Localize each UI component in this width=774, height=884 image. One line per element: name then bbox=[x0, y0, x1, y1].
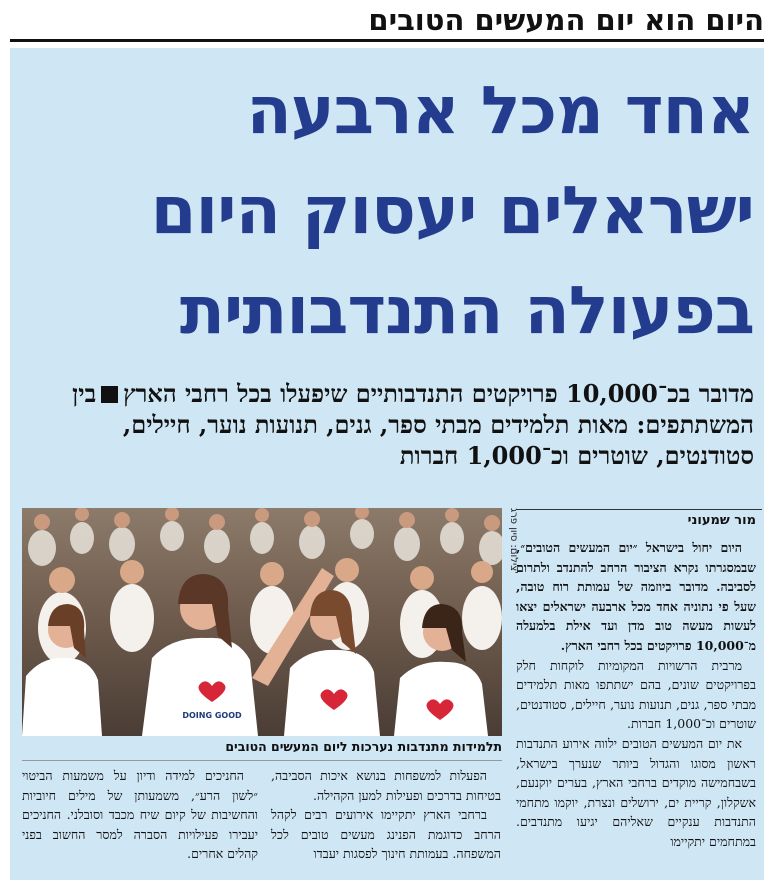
headline-line-2: ישראלים יעסוק היום bbox=[150, 172, 754, 249]
subheadline-part-2: בין המשתתפים: מאות תלמידים מבתי ספר, גנים, תנועות נוער, חיילים, סטודנטים, שוטרים וכ־1,000 חברות bbox=[72, 379, 754, 470]
square-bullet-icon bbox=[101, 386, 118, 403]
article-photo bbox=[22, 508, 502, 736]
paragraph-lead: היום יחול בישראל ״יום המעשים הטובים״, שבמסגרתו נקרא הציבור הרחב להתנדב ולתרום לסביבה. מדובר ביוזמה של עמותת רוח טובה, שעל פי נתוניה אחד מכל ארבעה ישראלים יצאו לעשות מעשה טוב מדן ועד אילת בלמעלה מ־10,000 פרויקטים בכל רחבי הארץ. bbox=[516, 540, 756, 653]
photo-credit: צילום: סיון פרג' bbox=[508, 508, 519, 574]
article-column-right bbox=[516, 538, 756, 852]
article-column-middle bbox=[271, 766, 501, 864]
paragraph: את יום המעשים הטובים ילווה אירוע התנדבות ראשון מסוגו והגדול ביותר שנערך בישראל, בשבחמישה מוקדים ברחבי הארץ, בערים יוקנעם, אשקלון, קריית ים, ירושלים ונצרת, יוקמו מתחמי התנדבות ענקיים שאליהם יגיעו מתנדבים. במתחמים יתקיימו bbox=[516, 735, 756, 849]
headline-line-1: אחד מכל ארבעה bbox=[246, 72, 754, 149]
caption-rule bbox=[22, 760, 502, 761]
subheadline bbox=[28, 378, 754, 471]
paragraph: מרבית הרשויות המקומיות לוקחות חלק בפרויקטים שונים, בהם ישתתפו מאות תלמידים מבתי ספר, גנים, תנועות נוער, חיילים, סטודנטים, שוטרים וכ־1,000 חברות. bbox=[516, 657, 756, 732]
byline-rule bbox=[516, 509, 762, 510]
headline bbox=[40, 60, 754, 360]
paragraph: החניכים למידה ודיון על משמעות הביטוי ״לשון הרע״, משמעותן של מילים חיוביות והחשיבות של קיום שיח מכבד וסובלני. החניכים יעבירו פעילויות הסברה למסר החשוב בפני קהלים אחרים. bbox=[22, 768, 258, 862]
headline-line-3: בפעולה התנדבותית bbox=[179, 272, 754, 349]
kicker-title: היום הוא יום המעשים הטובים bbox=[10, 0, 764, 42]
paragraph: הפעלות למשפחות בנושא איכות הסביבה, בטיחות בדרכים ופעילות למען הקהילה. bbox=[271, 768, 501, 803]
paragraph: ברחבי הארץ יתקיימו אירועים רבים לקהל הרחב כדוגמת הפנינג מעשים טובים לכל המשפחה. בעמותת חינוך לפסגות יעבדו bbox=[271, 807, 501, 862]
photo-illustration bbox=[22, 508, 502, 736]
photo-caption: תלמידות מתנדבות נערכות ליום המעשים הטובים bbox=[225, 739, 502, 754]
subheadline-part-1: מדובר בכ־10,000 פרויקטים התנדבותיים שיפעלו בכל רחבי הארץ bbox=[123, 379, 754, 408]
logo-text: DOING GOOD bbox=[182, 711, 242, 720]
byline: מור שמעוני bbox=[687, 513, 756, 528]
article-column-left bbox=[22, 766, 258, 864]
